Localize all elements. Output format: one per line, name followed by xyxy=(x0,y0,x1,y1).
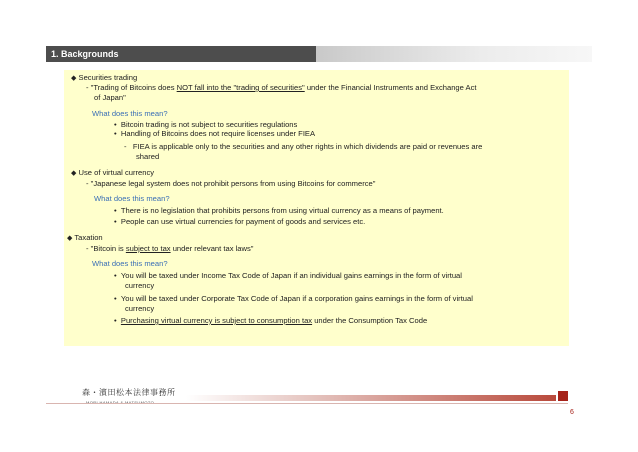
list-item: • Bitcoin trading is not subject to securities regulations xyxy=(114,120,298,129)
sub-list-item-wrap: shared xyxy=(136,152,160,161)
header-gradient xyxy=(316,46,592,62)
section-3-heading: ◆ Taxation xyxy=(67,233,103,242)
content-box xyxy=(64,70,569,346)
footer-accent-square xyxy=(558,391,568,401)
section-1-meaning-label: What does this mean? xyxy=(92,109,168,118)
section-2-meaning-label: What does this mean? xyxy=(94,194,170,203)
footer-divider xyxy=(46,403,568,404)
list-item: • You will be taxed under Income Tax Code of Japan if an individual gains earnings in the form of virtual xyxy=(114,271,462,280)
section-header xyxy=(46,46,316,62)
list-item: • People can use virtual currencies for payment of goods and services etc. xyxy=(114,217,366,226)
section-1-quote: - "Trading of Bitcoins does NOT fall into the "trading of securities" under the Financial Instruments and Exchange Act xyxy=(86,83,477,92)
section-2-heading: ◆ Use of virtual currency xyxy=(71,168,155,177)
section-2-quote: - "Japanese legal system does not prohibit persons from using Bitcoins for commerce" xyxy=(86,179,376,188)
list-item: • Purchasing virtual currency is subject to consumption tax under the Consumption Tax Code xyxy=(114,316,428,325)
section-title: 1. Backgrounds xyxy=(51,49,119,59)
diamond-bullet-icon: ◆ xyxy=(71,75,77,82)
list-item: • There is no legislation that prohibits persons from using virtual currency as a means of payment. xyxy=(114,206,444,215)
diamond-bullet-icon: ◆ xyxy=(67,235,73,242)
page-number: 6 xyxy=(570,409,574,416)
section-3-quote: - "Bitcoin is subject to tax under relevant tax laws" xyxy=(86,244,254,253)
sub-list-item: - FIEA is applicable only to the securities and any other rights in which dividends are paid or revenues are xyxy=(124,142,483,151)
section-3-meaning-label: What does this mean? xyxy=(92,259,168,268)
list-item-wrap: currency xyxy=(125,304,155,313)
section-1-quote-wrap: of Japan" xyxy=(94,93,126,102)
diamond-bullet-icon: ◆ xyxy=(71,170,77,177)
list-item-wrap: currency xyxy=(125,281,155,290)
firm-logo-japanese: 森・濱田松本法律事務所 xyxy=(82,388,176,397)
list-item: • You will be taxed under Corporate Tax Code of Japan if a corporation gains earnings in the form of virtual xyxy=(114,294,473,303)
section-1-heading: ◆ Securities trading xyxy=(71,73,138,82)
footer-gradient-rule xyxy=(186,395,556,401)
list-item: • Handling of Bitcoins does not require licenses under FIEA xyxy=(114,129,316,138)
